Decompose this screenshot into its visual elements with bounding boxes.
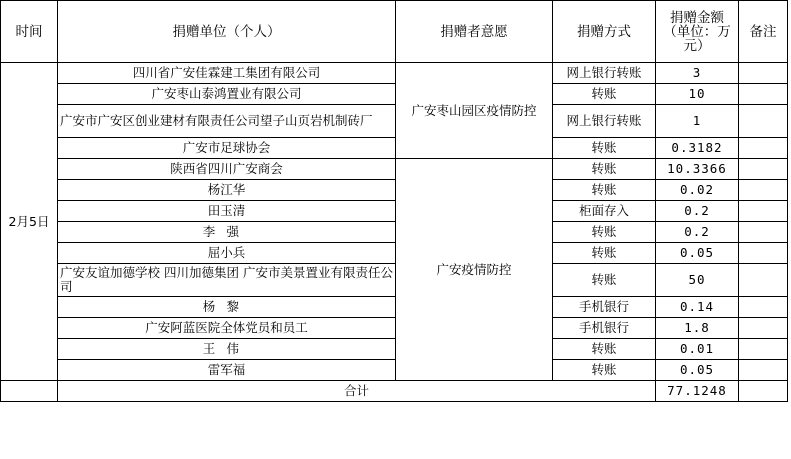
note-cell xyxy=(739,201,788,222)
total-row xyxy=(1,381,788,402)
note-cell xyxy=(739,63,788,84)
note-cell xyxy=(739,318,788,339)
table-row xyxy=(1,318,788,339)
table-row xyxy=(1,84,788,105)
method-cell: 转账 xyxy=(553,222,656,243)
header-date: 时间 xyxy=(1,1,58,63)
amount-cell: 1 xyxy=(656,105,739,138)
method-cell: 手机银行 xyxy=(553,297,656,318)
donor-cell: 李强 xyxy=(58,222,396,243)
donor-cell: 屈小兵 xyxy=(58,243,396,264)
donor-cell: 杨黎 xyxy=(58,297,396,318)
total-amount: 77.1248 xyxy=(656,381,739,402)
method-cell: 转账 xyxy=(553,243,656,264)
table-row xyxy=(1,138,788,159)
method-cell: 转账 xyxy=(553,360,656,381)
donor-cell: 陕西省四川广安商会 xyxy=(58,159,396,180)
method-cell: 网上银行转账 xyxy=(553,105,656,138)
donor-cell: 广安市广安区创业建材有限责任公司望子山页岩机制砖厂 xyxy=(58,105,396,138)
amount-cell: 0.2 xyxy=(656,222,739,243)
method-cell: 转账 xyxy=(553,138,656,159)
method-cell: 转账 xyxy=(553,180,656,201)
table-row xyxy=(1,297,788,318)
table-row xyxy=(1,264,788,297)
amount-cell: 3 xyxy=(656,63,739,84)
donor-cell: 四川省广安佳霖建工集团有限公司 xyxy=(58,63,396,84)
table-row xyxy=(1,201,788,222)
note-cell xyxy=(739,360,788,381)
header-note: 备注 xyxy=(739,1,788,63)
donor-cell: 杨江华 xyxy=(58,180,396,201)
amount-cell: 50 xyxy=(656,264,739,297)
donor-cell: 王伟 xyxy=(58,339,396,360)
donor-cell: 广安阿蓝医院全体党员和员工 xyxy=(58,318,396,339)
amount-cell: 0.2 xyxy=(656,201,739,222)
method-cell: 手机银行 xyxy=(553,318,656,339)
header-method: 捐赠方式 xyxy=(553,1,656,63)
note-cell xyxy=(739,180,788,201)
intent-cell-guangan: 广安疫情防控 xyxy=(396,159,553,381)
header-donor: 捐赠单位（个人） xyxy=(58,1,396,63)
amount-cell: 10.3366 xyxy=(656,159,739,180)
note-cell xyxy=(739,264,788,297)
header-intent: 捐赠者意愿 xyxy=(396,1,553,63)
note-cell xyxy=(739,243,788,264)
note-cell xyxy=(739,297,788,318)
donor-cell: 广安枣山泰鸿置业有限公司 xyxy=(58,84,396,105)
method-cell: 柜面存入 xyxy=(553,201,656,222)
method-cell: 网上银行转账 xyxy=(553,63,656,84)
table-row xyxy=(1,180,788,201)
amount-cell: 0.3182 xyxy=(656,138,739,159)
total-blank-cell xyxy=(1,381,58,402)
donor-cell: 广安友谊加德学校 四川加德集团 广安市美景置业有限责任公司 xyxy=(58,264,396,297)
total-label: 合计 xyxy=(58,381,656,402)
note-cell xyxy=(739,138,788,159)
header-row xyxy=(1,1,788,63)
donor-cell: 田玉清 xyxy=(58,201,396,222)
note-cell xyxy=(739,84,788,105)
amount-cell: 0.05 xyxy=(656,360,739,381)
table-row xyxy=(1,159,788,180)
date-cell: 2月5日 xyxy=(1,63,58,381)
amount-cell: 0.02 xyxy=(656,180,739,201)
table-row xyxy=(1,243,788,264)
note-cell xyxy=(739,339,788,360)
intent-cell-zaoshan: 广安枣山园区疫情防控 xyxy=(396,63,553,159)
amount-cell: 1.8 xyxy=(656,318,739,339)
table-row xyxy=(1,105,788,138)
method-cell: 转账 xyxy=(553,84,656,105)
amount-cell: 0.14 xyxy=(656,297,739,318)
header-amount: 捐赠金额（单位：万元） xyxy=(656,1,739,63)
amount-cell: 0.01 xyxy=(656,339,739,360)
note-cell xyxy=(739,222,788,243)
method-cell: 转账 xyxy=(553,159,656,180)
table-row xyxy=(1,63,788,84)
total-note-cell xyxy=(739,381,788,402)
method-cell: 转账 xyxy=(553,339,656,360)
note-cell xyxy=(739,105,788,138)
table-row xyxy=(1,222,788,243)
note-cell xyxy=(739,159,788,180)
table-row xyxy=(1,339,788,360)
donor-cell: 广安市足球协会 xyxy=(58,138,396,159)
donor-cell: 雷军福 xyxy=(58,360,396,381)
table-row xyxy=(1,360,788,381)
amount-cell: 10 xyxy=(656,84,739,105)
method-cell: 转账 xyxy=(553,264,656,297)
amount-cell: 0.05 xyxy=(656,243,739,264)
